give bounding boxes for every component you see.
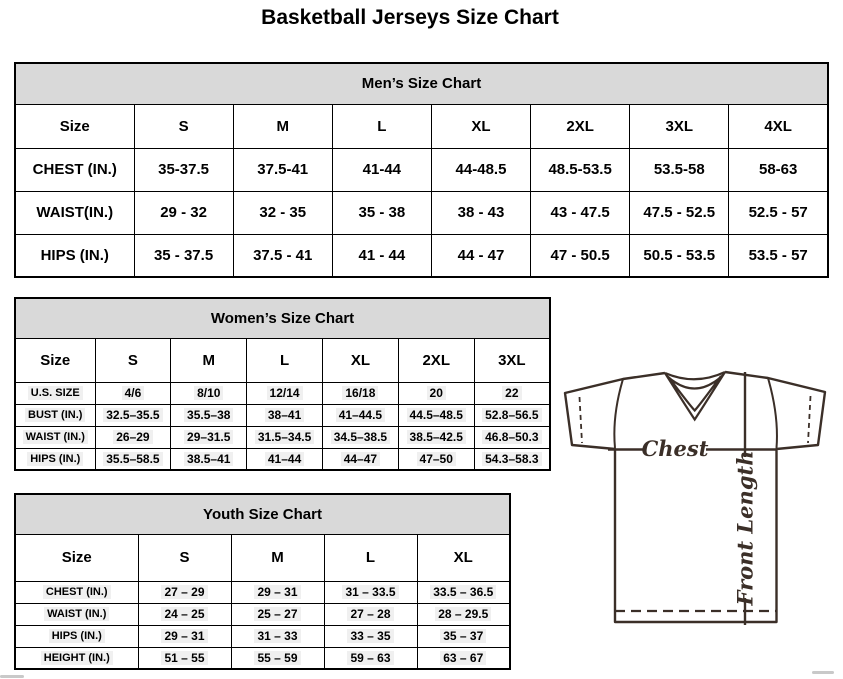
womens-header-row [15, 338, 550, 382]
size-value: 48.5-53.5 [531, 148, 630, 191]
size-value: 52.5 - 57 [729, 191, 828, 234]
size-value: 29 – 31 [138, 625, 231, 647]
size-value: 32.5–35.5 [95, 404, 171, 426]
column-header: M [171, 338, 247, 382]
jersey-armhole-seam-left [614, 379, 623, 448]
size-value: 16/18 [322, 382, 398, 404]
size-value: 47.5 - 52.5 [630, 191, 729, 234]
column-header: L [332, 104, 431, 148]
womens-table-title: Women’s Size Chart [15, 298, 550, 338]
size-value: 41–44.5 [322, 404, 398, 426]
size-value: 52.8–56.5 [474, 404, 550, 426]
size-value: 31 – 33 [231, 625, 324, 647]
table-row [15, 191, 828, 234]
size-value: 44-48.5 [431, 148, 530, 191]
row-label: U.S. SIZE [15, 382, 95, 404]
column-header: 3XL [474, 338, 550, 382]
size-value: 63 – 67 [417, 647, 510, 669]
size-value: 41–44 [247, 448, 323, 470]
size-value: 33.5 – 36.5 [417, 581, 510, 603]
size-value: 35.5–38 [171, 404, 247, 426]
size-value: 22 [474, 382, 550, 404]
jersey-diagram [555, 360, 835, 660]
size-value: 28 – 29.5 [417, 603, 510, 625]
size-value: 25 – 27 [231, 603, 324, 625]
size-value: 34.5–38.5 [322, 426, 398, 448]
size-value: 50.5 - 53.5 [630, 234, 729, 277]
table-row [15, 581, 510, 603]
size-value: 46.8–50.3 [474, 426, 550, 448]
size-value: 24 – 25 [138, 603, 231, 625]
size-value: 35 - 38 [332, 191, 431, 234]
youth-table-title-row [15, 494, 510, 534]
size-value: 20 [398, 382, 474, 404]
size-value: 53.5-58 [630, 148, 729, 191]
column-header: 4XL [729, 104, 828, 148]
size-value: 12/14 [247, 382, 323, 404]
size-value: 32 - 35 [233, 191, 332, 234]
size-value: 37.5-41 [233, 148, 332, 191]
size-value: 29 - 32 [134, 191, 233, 234]
row-label: WAIST (IN.) [15, 603, 138, 625]
column-header: 3XL [630, 104, 729, 148]
size-value: 29–31.5 [171, 426, 247, 448]
size-value: 35.5–58.5 [95, 448, 171, 470]
size-value: 44 - 47 [431, 234, 530, 277]
table-row [15, 603, 510, 625]
column-header: XL [322, 338, 398, 382]
column-header: 2XL [398, 338, 474, 382]
column-header: M [233, 104, 332, 148]
size-value: 41 - 44 [332, 234, 431, 277]
jersey-armhole-seam-right [768, 378, 777, 448]
column-header: S [134, 104, 233, 148]
row-label: BUST (IN.) [15, 404, 95, 426]
size-value: 58-63 [729, 148, 828, 191]
size-value: 44.5–48.5 [398, 404, 474, 426]
womens-table-title-row [15, 298, 550, 338]
size-value: 27 – 29 [138, 581, 231, 603]
row-label: HIPS (IN.) [15, 625, 138, 647]
page-title: Basketball Jerseys Size Chart [261, 6, 559, 29]
row-label: HEIGHT (IN.) [15, 647, 138, 669]
jersey-sleeve-dash-right [808, 396, 811, 443]
size-value: 27 – 28 [324, 603, 417, 625]
size-value: 54.3–58.3 [474, 448, 550, 470]
youth-table-title: Youth Size Chart [15, 494, 510, 534]
column-header: XL [417, 534, 510, 581]
size-value: 35 – 37 [417, 625, 510, 647]
front-length-label: Front Length [732, 450, 758, 606]
size-value: 38.5–41 [171, 448, 247, 470]
jersey-collar [665, 372, 725, 420]
size-value: 8/10 [171, 382, 247, 404]
size-value: 51 – 55 [138, 647, 231, 669]
size-value: 43 - 47.5 [531, 191, 630, 234]
row-label: WAIST (IN.) [15, 426, 95, 448]
mens-header-row [15, 104, 828, 148]
table-row [15, 404, 550, 426]
table-row [15, 426, 550, 448]
size-value: 47–50 [398, 448, 474, 470]
size-value: 26–29 [95, 426, 171, 448]
womens-size-table [14, 297, 551, 471]
row-label: HIPS (IN.) [15, 234, 134, 277]
chest-label: Chest [641, 436, 709, 461]
mens-table-title-row [15, 63, 828, 104]
size-value: 44–47 [322, 448, 398, 470]
size-value: 35-37.5 [134, 148, 233, 191]
size-value: 31 – 33.5 [324, 581, 417, 603]
row-label: CHEST (IN.) [15, 148, 134, 191]
scrollbar-thumb-left[interactable] [0, 675, 24, 678]
size-value: 31.5–34.5 [247, 426, 323, 448]
column-header: XL [431, 104, 530, 148]
size-value: 37.5 - 41 [233, 234, 332, 277]
size-value: 38.5–42.5 [398, 426, 474, 448]
column-header: S [138, 534, 231, 581]
scrollbar-thumb-right[interactable] [812, 671, 834, 674]
size-value: 55 – 59 [231, 647, 324, 669]
youth-header-row [15, 534, 510, 581]
column-header: S [95, 338, 171, 382]
table-row [15, 647, 510, 669]
table-row [15, 625, 510, 647]
mens-size-table [14, 62, 829, 278]
size-value: 53.5 - 57 [729, 234, 828, 277]
row-label: HIPS (IN.) [15, 448, 95, 470]
size-value: 4/6 [95, 382, 171, 404]
jersey-sleeve-dash-left [580, 397, 583, 443]
size-value: 59 – 63 [324, 647, 417, 669]
row-label: CHEST (IN.) [15, 581, 138, 603]
size-value: 38–41 [247, 404, 323, 426]
table-row [15, 148, 828, 191]
table-row [15, 448, 550, 470]
row-label: WAIST(IN.) [15, 191, 134, 234]
table-row [15, 234, 828, 277]
column-header: L [324, 534, 417, 581]
column-header: Size [15, 104, 134, 148]
table-row [15, 382, 550, 404]
size-value: 35 - 37.5 [134, 234, 233, 277]
youth-size-table [14, 493, 511, 670]
size-value: 47 - 50.5 [531, 234, 630, 277]
mens-table-title: Men’s Size Chart [15, 63, 828, 104]
size-value: 33 – 35 [324, 625, 417, 647]
size-value: 38 - 43 [431, 191, 530, 234]
column-header: M [231, 534, 324, 581]
size-value: 41-44 [332, 148, 431, 191]
column-header: Size [15, 534, 138, 581]
size-value: 29 – 31 [231, 581, 324, 603]
column-header: L [247, 338, 323, 382]
column-header: Size [15, 338, 95, 382]
column-header: 2XL [531, 104, 630, 148]
